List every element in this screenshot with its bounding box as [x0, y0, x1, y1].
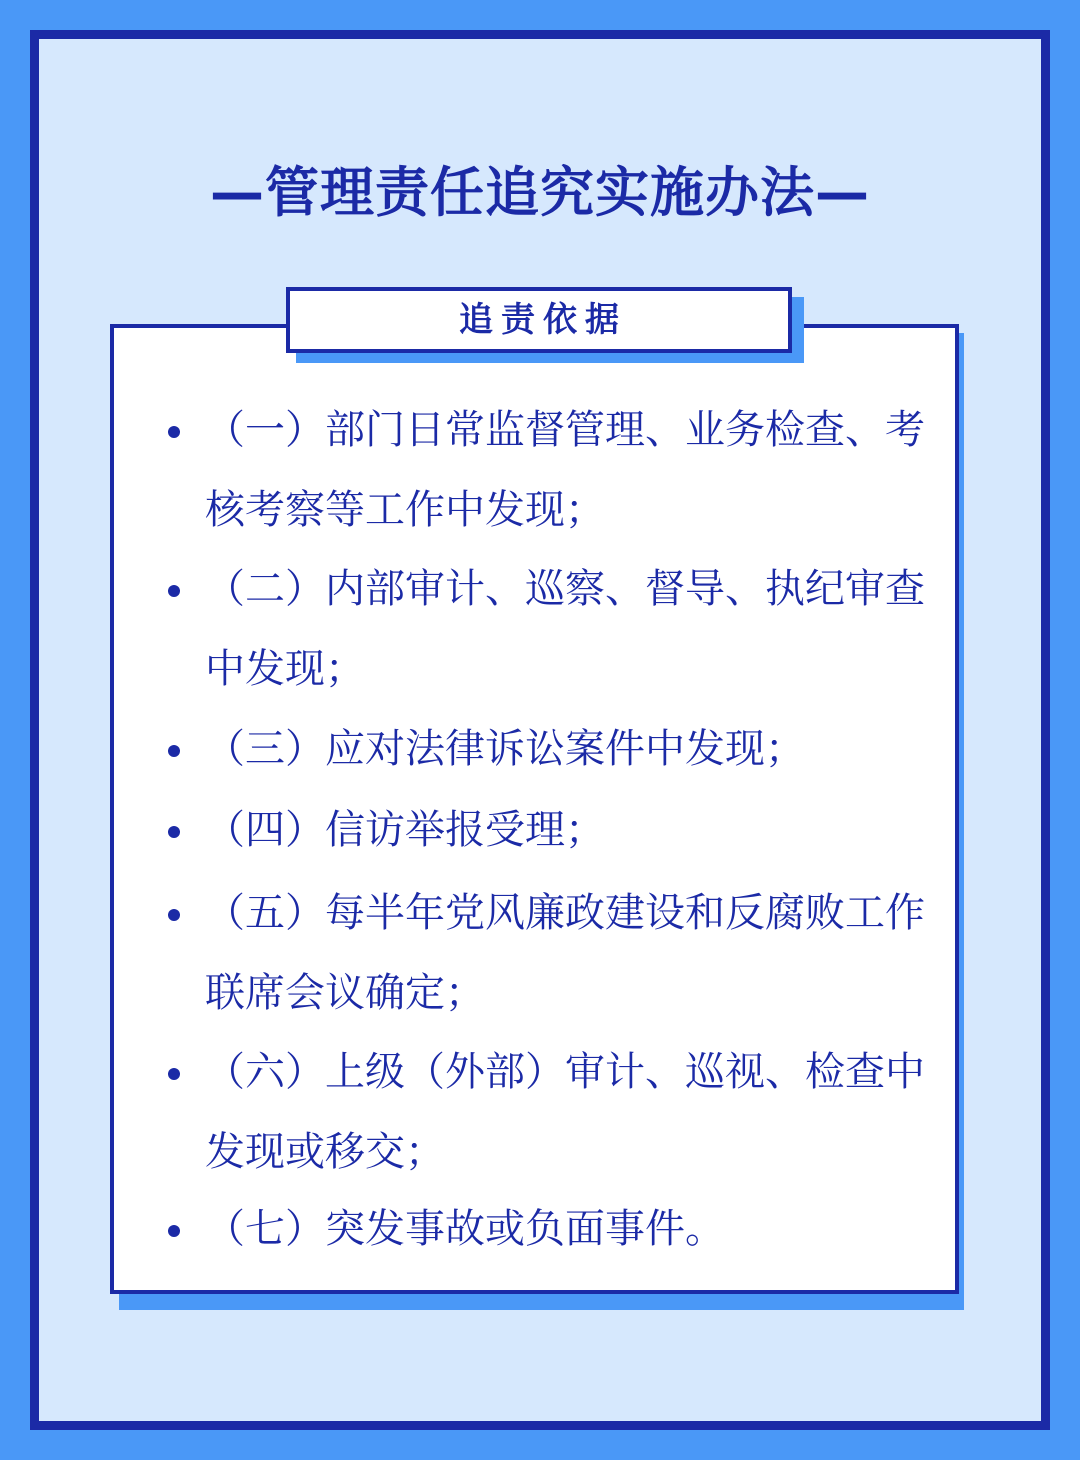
list-item-text: （一）部门日常监督管理、业务检查、考核考察等工作中发现；	[205, 407, 925, 533]
section-tag: 追责依据	[286, 287, 792, 353]
content-card	[110, 324, 959, 1294]
list-item-text: （二）内部审计、巡察、督导、执纪审查中发现；	[205, 566, 925, 692]
list-item-text: （七）突发事故或负面事件。	[205, 1206, 725, 1252]
page-title: —管理责任追究实施办法—	[210, 161, 870, 224]
list-item-text: （六）上级（外部）审计、巡视、检查中发现或移交；	[205, 1049, 925, 1175]
list-item-text: （三）应对法律诉讼案件中发现；	[205, 726, 805, 772]
list-item-text: （五）每半年党风廉政建设和反腐败工作联席会议确定；	[205, 890, 925, 1016]
list-item-text: （四）信访举报受理；	[205, 807, 605, 853]
